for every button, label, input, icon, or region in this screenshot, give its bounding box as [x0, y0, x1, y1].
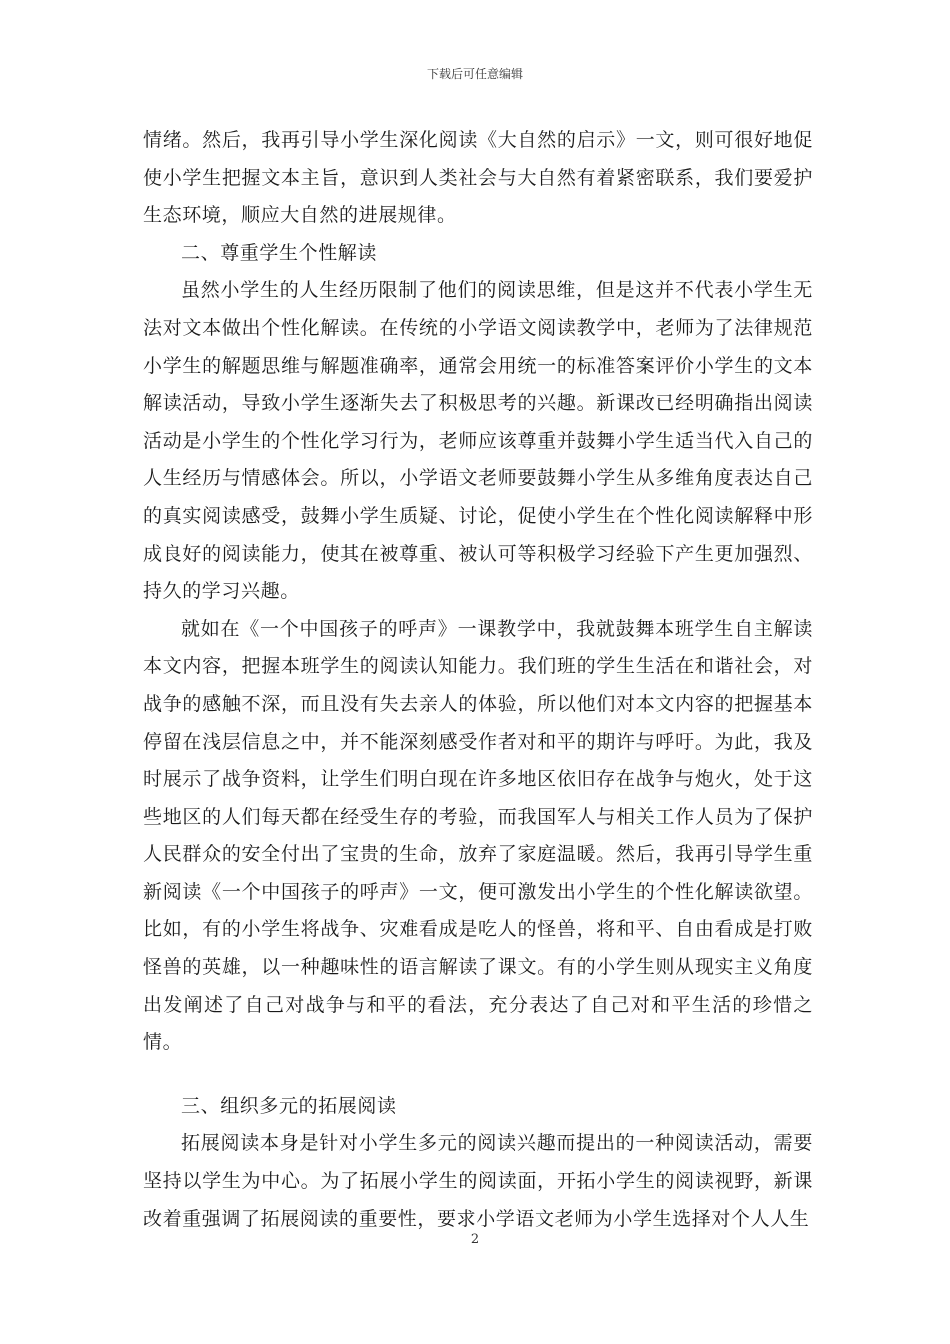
paragraph-teaching-example: 就如在《一个中国孩子的呼声》一课教学中，我就鼓舞本班学生自主解读本文内容，把握本班学生的阅读认知能力。我们班的学生生活在和谐社会，对战争的感触不深，而且没有失去亲人的体验，所以他们对本文内容的把握基本停留在浅层信息之中，并不能深刻感受作者对和平的期许与呼吁。为此，我及时展示了战争资料，让学生们明白现在许多地区依旧存在战争与炮火，处于这些地区的人们每天都在经受生存的考验，而我国军人与相关工作人员为了保护人民群众的安全付出了宝贵的生命，放弃了家庭温暖。然后，我再引导学生重新阅读《一个中国孩子的呼声》一文，便可激发出小学生的个性化解读欲望。比如，有的小学生将战争、灾难看成是吃人的怪兽，将和平、自由看成是打败怪兽的英雄，以一种趣味性的语言解读了课文。有的小学生则从现实主义角度出发阐述了自己对战争与和平的看法，充分表达了自己对和平生活的珍惜之情。 — [143, 617, 813, 1054]
paragraph-individual-reading: 虽然小学生的人生经历限制了他们的阅读思维，但是这并不代表小学生无法对文本做出个性化解读。在传统的小学语文阅读教学中，老师为了法律规范小学生的解题思维与解题准确率，通常会用统一的标准答案评价小学生的文本解读活动，导致小学生逐渐失去了积极思考的兴趣。新课改已经明确指出阅读活动是小学生的个性化学习行为，老师应该尊重并鼓舞小学生适当代入自己的人生经历与情感体会。所以，小学语文老师要鼓舞小学生从多维角度表达自己的真实阅读感受，鼓舞小学生质疑、讨论，促使小学生在个性化阅读解释中形成良好的阅读能力，使其在被尊重、被认可等积极学习经验下产生更加强烈、持久的学习兴趣。 — [143, 279, 813, 603]
page-number: 2 — [470, 1232, 480, 1247]
paragraph-gap — [143, 1062, 813, 1088]
paragraph-extended-reading: 拓展阅读本身是针对小学生多元的阅读兴趣而提出的一种阅读活动，需要坚持以学生为中心。为了拓展小学生的阅读面，开拓小学生的阅读视野，新课改着重强调了拓展阅读的重要性，要求小学语文老师为小学生选择对个人人生 — [143, 1132, 813, 1230]
page-header: 下载后可任意编辑 — [426, 67, 523, 81]
paragraph-continuation: 情绪。然后，我再引导小学生深化阅读《大自然的启示》一文，则可很好地促使小学生把握文本主旨，意识到人类社会与大自然有着紧密联系，我们要爱护生态环境，顺应大自然的进展规律。 — [143, 129, 813, 227]
section-heading-3: 三、组织多元的拓展阅读 — [181, 1094, 397, 1117]
document-body — [143, 122, 813, 1238]
section-heading-2: 二、尊重学生个性解读 — [181, 241, 378, 264]
